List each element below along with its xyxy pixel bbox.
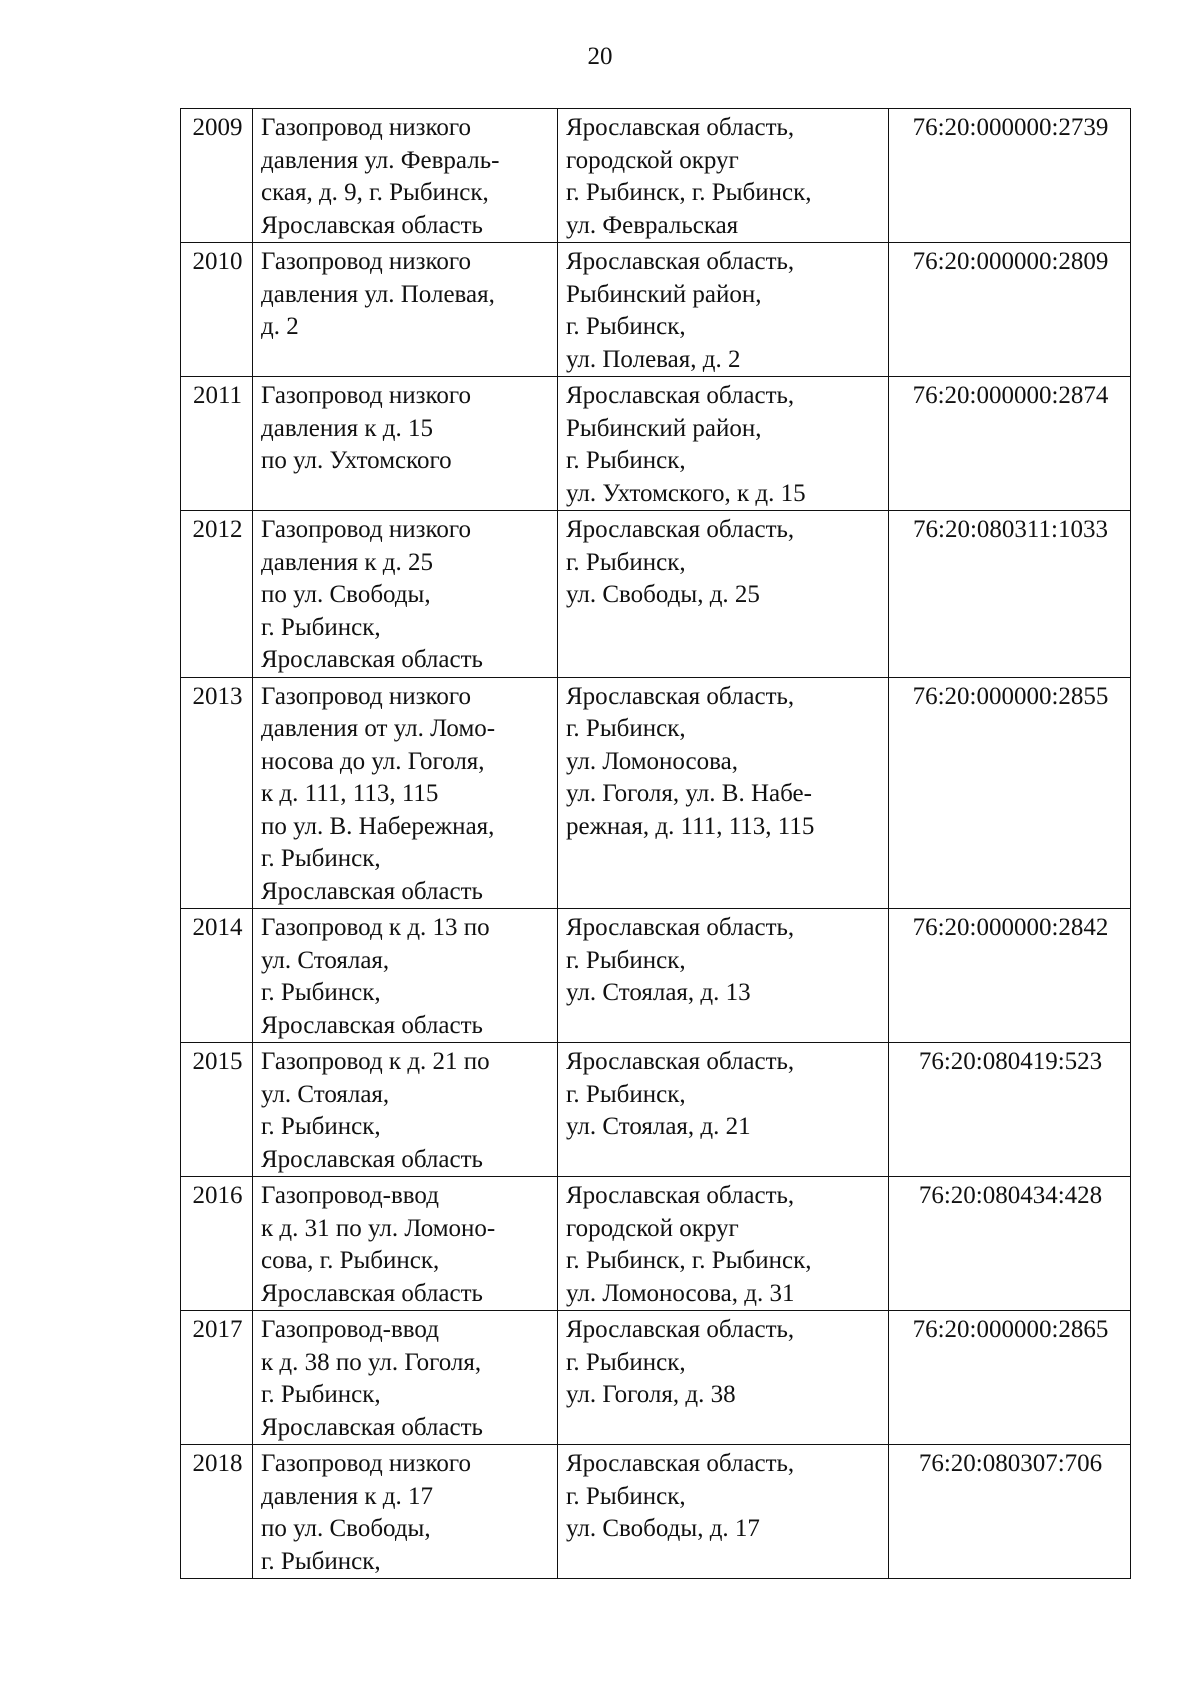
row-number-cell: 2009 <box>181 109 253 243</box>
cadastral-number-cell: 76:20:080307:706 <box>889 1445 1131 1579</box>
registry-table <box>180 108 1131 1579</box>
table-row <box>181 1311 1131 1445</box>
row-number-cell: 2011 <box>181 377 253 511</box>
table-row <box>181 1043 1131 1177</box>
cadastral-number-cell: 76:20:000000:2855 <box>889 677 1131 909</box>
object-name-cell: Газопровод низкого давления ул. Полевая, д. 2 <box>253 243 558 377</box>
row-number-cell: 2012 <box>181 511 253 678</box>
address-cell: Ярославская область, Рыбинский район, г. Рыбинск, ул. Ухтомского, к д. 15 <box>558 377 889 511</box>
object-name-cell: Газопровод к д. 21 по ул. Стоялая, г. Рыбинск, Ярославская область <box>253 1043 558 1177</box>
row-number-cell: 2010 <box>181 243 253 377</box>
page-number: 20 <box>587 43 613 70</box>
cadastral-number-cell: 76:20:000000:2865 <box>889 1311 1131 1445</box>
row-number-cell: 2016 <box>181 1177 253 1311</box>
object-name-cell: Газопровод низкого давления к д. 17 по ул. Свободы, г. Рыбинск, <box>253 1445 558 1579</box>
row-number-cell: 2017 <box>181 1311 253 1445</box>
address-cell: Ярославская область, г. Рыбинск, ул. Стоялая, д. 13 <box>558 909 889 1043</box>
table-row <box>181 109 1131 243</box>
cadastral-number-cell: 76:20:080311:1033 <box>889 511 1131 678</box>
address-cell: Ярославская область, Рыбинский район, г. Рыбинск, ул. Полевая, д. 2 <box>558 243 889 377</box>
address-cell: Ярославская область, г. Рыбинск, ул. Свободы, д. 17 <box>558 1445 889 1579</box>
address-cell: Ярославская область, г. Рыбинск, ул. Стоялая, д. 21 <box>558 1043 889 1177</box>
table-row <box>181 677 1131 909</box>
address-cell: Ярославская область, городской округ г. Рыбинск, г. Рыбинск, ул. Ломоносова, д. 31 <box>558 1177 889 1311</box>
address-cell: Ярославская область, городской округ г. Рыбинск, г. Рыбинск, ул. Февральская <box>558 109 889 243</box>
table-row <box>181 909 1131 1043</box>
cadastral-number-cell: 76:20:000000:2874 <box>889 377 1131 511</box>
cadastral-number-cell: 76:20:080419:523 <box>889 1043 1131 1177</box>
cadastral-number-cell: 76:20:080434:428 <box>889 1177 1131 1311</box>
cadastral-number-cell: 76:20:000000:2739 <box>889 109 1131 243</box>
object-name-cell: Газопровод к д. 13 по ул. Стоялая, г. Рыбинск, Ярославская область <box>253 909 558 1043</box>
table-row <box>181 243 1131 377</box>
object-name-cell: Газопровод-ввод к д. 38 по ул. Гоголя, г. Рыбинск, Ярославская область <box>253 1311 558 1445</box>
table-row <box>181 377 1131 511</box>
table-row <box>181 511 1131 678</box>
row-number-cell: 2015 <box>181 1043 253 1177</box>
row-number-cell: 2018 <box>181 1445 253 1579</box>
row-number-cell: 2014 <box>181 909 253 1043</box>
object-name-cell: Газопровод низкого давления ул. Февраль- ская, д. 9, г. Рыбинск, Ярославская область <box>253 109 558 243</box>
object-name-cell: Газопровод низкого давления к д. 25 по ул. Свободы, г. Рыбинск, Ярославская область <box>253 511 558 678</box>
cadastral-number-cell: 76:20:000000:2809 <box>889 243 1131 377</box>
object-name-cell: Газопровод-ввод к д. 31 по ул. Ломоно- сова, г. Рыбинск, Ярославская область <box>253 1177 558 1311</box>
table-row <box>181 1177 1131 1311</box>
address-cell: Ярославская область, г. Рыбинск, ул. Ломоносова, ул. Гоголя, ул. В. Набе- режная, д. 111, 113, 115 <box>558 677 889 909</box>
cadastral-number-cell: 76:20:000000:2842 <box>889 909 1131 1043</box>
table-row <box>181 1445 1131 1579</box>
object-name-cell: Газопровод низкого давления от ул. Ломо- носова до ул. Гоголя, к д. 111, 113, 115 по ул. В. Набережная, г. Рыбинск, Ярославская область <box>253 677 558 909</box>
row-number-cell: 2013 <box>181 677 253 909</box>
address-cell: Ярославская область, г. Рыбинск, ул. Свободы, д. 25 <box>558 511 889 678</box>
object-name-cell: Газопровод низкого давления к д. 15 по ул. Ухтомского <box>253 377 558 511</box>
address-cell: Ярославская область, г. Рыбинск, ул. Гоголя, д. 38 <box>558 1311 889 1445</box>
